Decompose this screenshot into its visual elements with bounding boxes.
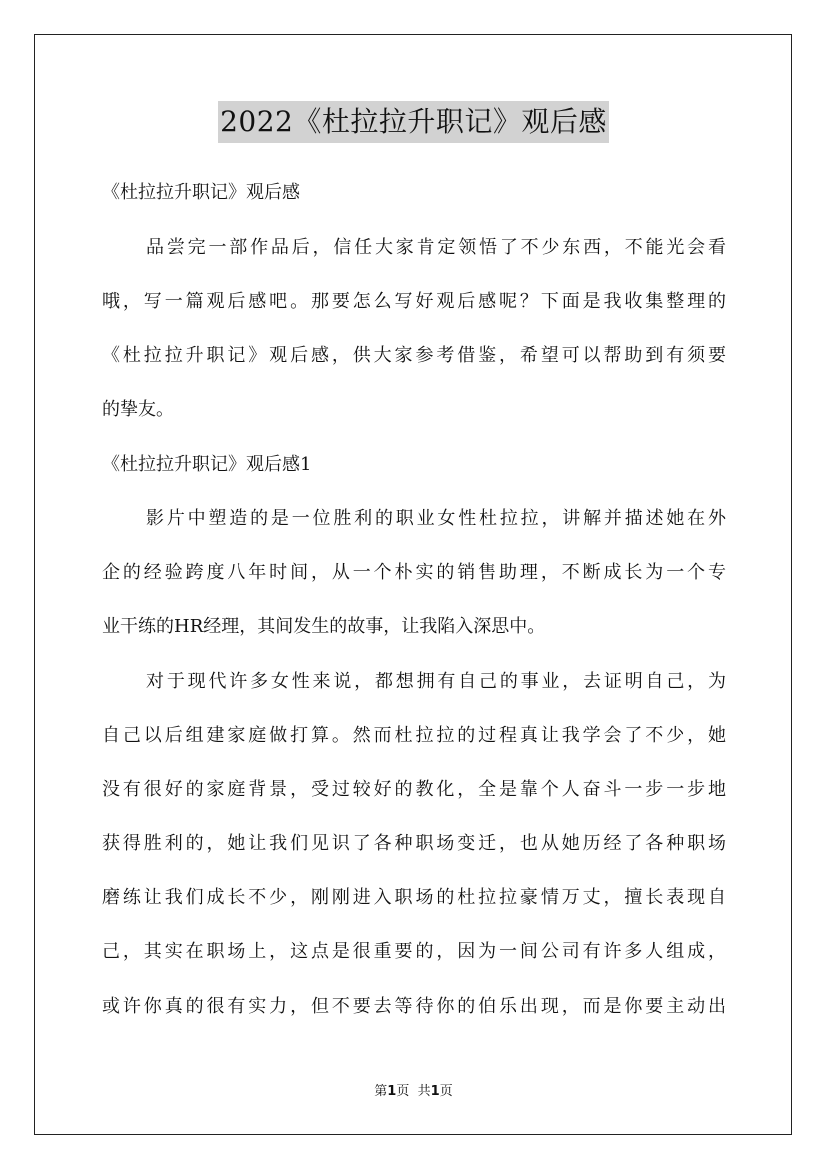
body-line: 己，其实在职场上，这点是很重要的，因为一间公司有许多人组成， — [102, 941, 726, 962]
body-line: 获得胜利的，她让我们见识了各种职场变迁，也从她历经了各种职场 — [102, 833, 726, 854]
body-line: 影片中塑造的是一位胜利的职业女性杜拉拉，讲解并描述她在外 — [146, 508, 726, 529]
body-line: 品尝完一部作品后，信任大家肯定领悟了不少东西，不能光会看 — [146, 237, 726, 258]
page-total: 1 — [430, 1084, 440, 1099]
total-prefix: 共 — [417, 1084, 431, 1099]
body-line: 或许你真的很有实力，但不要去等待你的伯乐出现，而是你要主动出 — [102, 996, 726, 1017]
body-line: 业干练的HR经理，其间发生的故事，让我陷入深思中。 — [102, 616, 546, 637]
page-suffix: 页 — [396, 1084, 410, 1099]
subtitle-line: 《杜拉拉升职记》观后感 — [102, 182, 300, 203]
body-line: 磨练让我们成长不少，刚刚进入职场的杜拉拉豪情万丈，擅长表现自 — [102, 887, 726, 908]
body-line: 自己以后组建家庭做打算。然而杜拉拉的过程真让我学会了不少，她 — [102, 725, 726, 746]
body-line: 的挚友。 — [102, 399, 174, 420]
body-line: 企的经验跨度八年时间，从一个朴实的销售助理，不断成长为一个专 — [102, 562, 726, 583]
page-footer — [0, 1083, 827, 1101]
title-container — [0, 101, 827, 143]
body-line: 哦，写一篇观后感吧。那要怎么写好观后感呢？下面是我收集整理的 — [102, 291, 726, 312]
body-line: 没有很好的家庭背景，受过较好的教化，全是靠个人奋斗一步一步地 — [102, 779, 726, 800]
section-heading: 《杜拉拉升职记》观后感1 — [102, 454, 312, 475]
page-prefix: 第 — [374, 1084, 388, 1099]
total-suffix: 页 — [439, 1084, 453, 1099]
body-line: 对于现代许多女性来说，都想拥有自己的事业，去证明自己，为 — [146, 671, 726, 692]
body-line: 《杜拉拉升职记》观后感，供大家参考借鉴，希望可以帮助到有须要 — [102, 345, 726, 366]
document-title: 2022《杜拉拉升职记》观后感 — [218, 101, 609, 143]
page-current: 1 — [387, 1084, 397, 1099]
